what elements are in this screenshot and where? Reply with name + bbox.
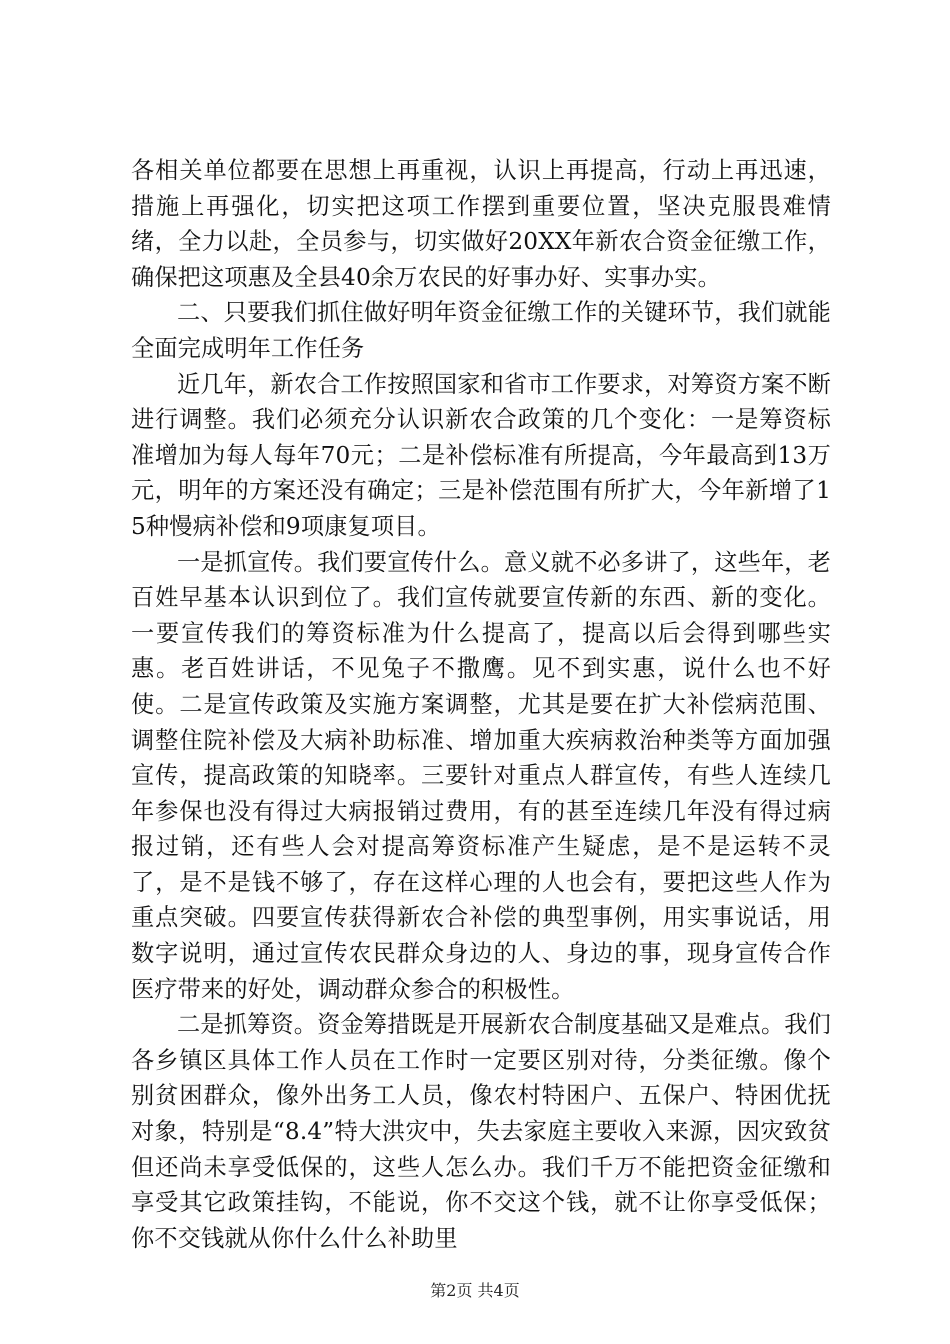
- paragraph-fundraising: 二是抓筹资。资金筹措既是开展新农合制度基础又是难点。我们各乡镇区具体工作人员在工作时一定要区别对待，分类征缴。像个别贫困群众，像外出务工人员，像农村特困户、五保户、特困优抚对象，特别是“8.4”特大洪灾中，失去家庭主要收入来源，因灾致贫但还尚未享受低保的，这些人怎么办。我们千万不能把资金征缴和享受其它政策挂钩，不能说，你不交这个钱，就不让你享受低保；你不交钱就从你什么什么补助里: [131, 1011, 831, 1252]
- document-body: [131, 153, 831, 1256]
- paragraph-policy-changes: 近几年，新农合工作按照国家和省市工作要求，对筹资方案不断进行调整。我们必须充分认识新农合政策的几个变化：一是筹资标准增加为每人每年70元；二是补偿标准有所提高，今年最高到13万元，明年的方案还没有确定；三是补偿范围有所扩大，今年新增了15种慢病补偿和9项康复项目。: [131, 370, 831, 540]
- paragraph-publicity: 一是抓宣传。我们要宣传什么。意义就不必多讲了，这些年，老百姓早基本认识到位了。我们宣传就要宣传新的东西、新的变化。一要宣传我们的筹资标准为什么提高了，提高以后会得到哪些实惠。老百姓讲话，不见兔子不撒鹰。见不到实惠，说什么也不好使。二是宣传政策及实施方案调整，尤其是要在扩大补偿病范围、调整住院补偿及大病补助标准、增加重大疾病救治种类等方面加强宣传，提高政策的知晓率。三要针对重点人群宣传，有些人连续几年参保也没有得过大病报销过费用，有的甚至连续几年没有得过病报过销，还有些人会对提高筹资标准产生疑虑，是不是运转不灵了，是不是钱不够了，存在这样心理的人也会有，要把这些人作为重点突破。四要宣传获得新农合补偿的典型事例，用实事说话，用数字说明，通过宣传农民群众身边的人、身边的事，现身宣传合作医疗带来的好处，调动群众参合的积极性。: [131, 548, 831, 1003]
- paragraph-continued: 各相关单位都要在思想上再重视，认识上再提高，行动上再迅速，措施上再强化，切实把这项工作摆到重要位置，坚决克服畏难情绪，全力以赴，全员参与，切实做好20XX年新农合资金征缴工作，确保把这项惠及全县40余万农民的好事办好、实事办实。: [131, 157, 831, 291]
- page-footer: 第2页 共4页: [430, 1281, 520, 1300]
- section-heading: 二、只要我们抓住做好明年资金征缴工作的关键环节，我们就能全面完成明年工作任务: [131, 299, 831, 362]
